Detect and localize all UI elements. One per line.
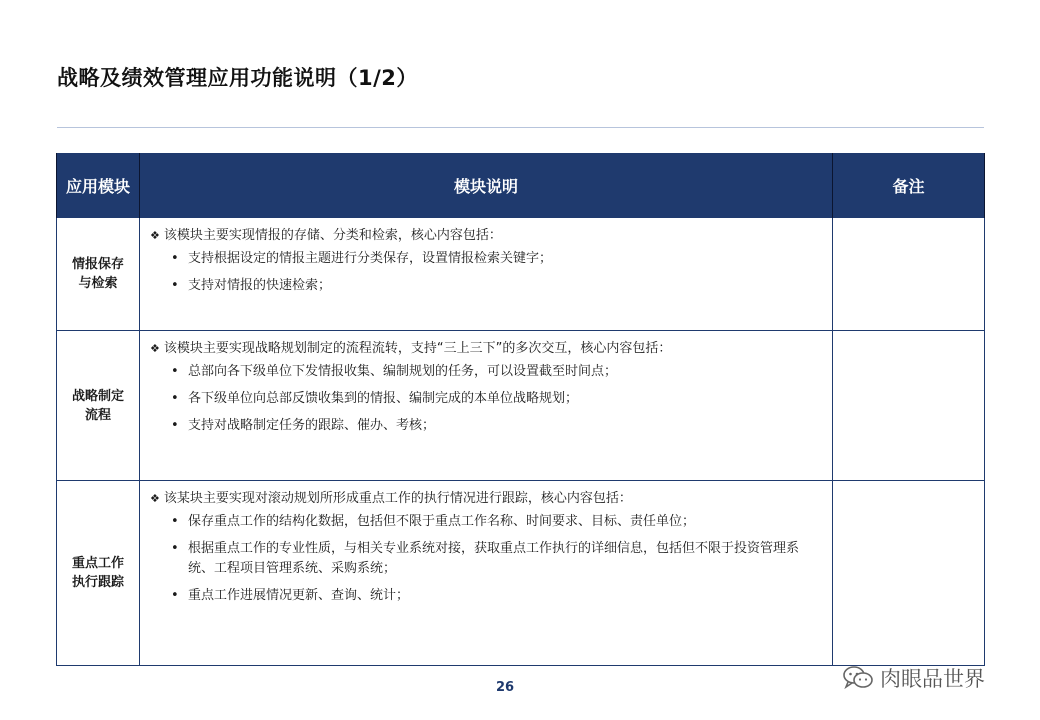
module-name-cell <box>57 481 140 666</box>
module-name-cell <box>57 331 140 481</box>
module-name-cell <box>57 218 140 331</box>
title-divider <box>57 127 984 128</box>
description-lead-text: 该模块主要实现情报的存储、分类和检索，核心内容包括： <box>163 228 502 243</box>
page-title: 战略及绩效管理应用功能说明（1/2） <box>57 66 418 90</box>
table-row <box>57 481 985 666</box>
diamond-bullet-icon: ❖ <box>150 229 160 242</box>
table-row <box>57 218 985 331</box>
module-name-line: 与检索 <box>78 276 118 291</box>
list-item: • 重点工作进展情况更新、查询、统计； <box>168 586 822 606</box>
header-description: 模块说明 <box>140 153 833 218</box>
module-description-cell <box>140 218 833 331</box>
point-list <box>150 249 822 296</box>
description-lead <box>150 339 822 359</box>
table-header-row <box>57 153 985 218</box>
table-row <box>57 331 985 481</box>
point-list <box>150 362 822 436</box>
module-name-line: 重点工作 <box>71 556 124 571</box>
header-module: 应用模块 <box>57 153 140 218</box>
description-lead-text: 该模块主要实现战略规划制定的流程流转，支持“三上三下”的多次交互，核心内容包括： <box>163 341 672 356</box>
note-cell <box>833 481 985 666</box>
module-name-line: 情报保存 <box>71 257 124 272</box>
function-table <box>56 153 985 666</box>
list-item: • 总部向各下级单位下发情报收集、编制规划的任务，可以设置截至时间点； <box>168 362 822 382</box>
description-lead <box>150 489 822 509</box>
module-name-line: 战略制定 <box>71 388 124 404</box>
module-description-cell <box>140 331 833 481</box>
header-notes: 备注 <box>833 153 985 218</box>
list-item: • 根据重点工作的专业性质，与相关专业系统对接，获取重点工作执行的详细信息，包括但不限于投资管理系统、工程项目管理系统、采购系统； <box>168 539 822 579</box>
description-lead-text: 该某块主要实现对滚动规划所形成重点工作的执行情况进行跟踪，核心内容包括： <box>163 491 632 506</box>
wechat-icon <box>842 665 874 691</box>
list-item: • 支持根据设定的情报主题进行分类保存，设置情报检索关键字； <box>168 249 822 269</box>
note-cell <box>833 331 985 481</box>
watermark-text: 肉眼品世界 <box>880 667 985 691</box>
diamond-bullet-icon: ❖ <box>150 342 160 355</box>
list-item: • 各下级单位向总部反馈收集到的情报、编制完成的本单位战略规划； <box>168 389 822 409</box>
list-item: • 支持对情报的快速检索； <box>168 276 822 296</box>
list-item: • 保存重点工作的结构化数据，包括但不限于重点工作名称、时间要求、目标、责任单位； <box>168 512 822 532</box>
watermark <box>842 663 985 693</box>
note-cell <box>833 218 985 331</box>
module-description-cell <box>140 481 833 666</box>
description-lead <box>150 226 822 246</box>
diamond-bullet-icon: ❖ <box>150 492 160 505</box>
point-list <box>150 512 822 606</box>
page-number: 26 <box>496 680 515 695</box>
module-name-line: 流程 <box>84 407 111 423</box>
list-item: • 支持对战略制定任务的跟踪、催办、考核； <box>168 416 822 436</box>
module-name-line: 执行跟踪 <box>71 575 124 590</box>
